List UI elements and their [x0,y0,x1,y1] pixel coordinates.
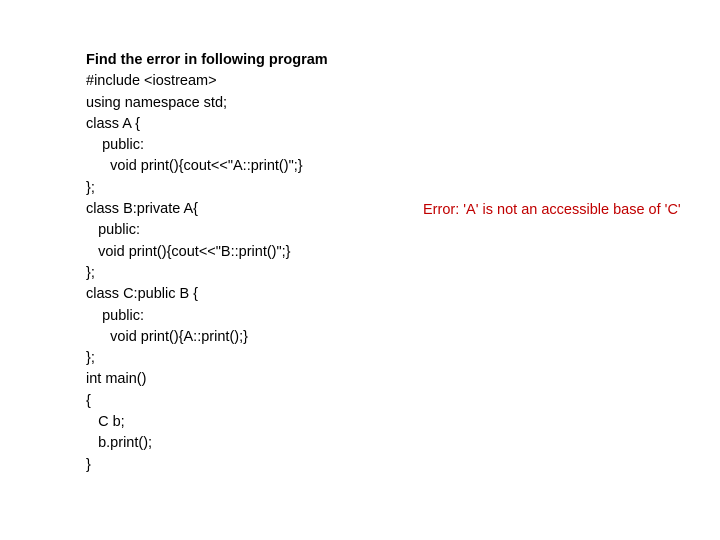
code-line: class A { [86,115,141,132]
code-line: class C:public B { [86,286,199,303]
code-line: void print(){A::print();} [86,328,248,345]
code-line: C b; [86,414,125,431]
code-line: void print(){cout<<"B::print()";} [86,243,291,260]
code-line: }; [86,350,95,367]
code-line: b.print(); [86,435,153,452]
code-line: }; [86,179,95,196]
code-line: #include <iostream> [86,73,217,90]
code-line: class B:private A{ [86,201,199,218]
code-line: using namespace std; [86,94,228,111]
slide-heading: Find the error in following program [86,52,328,68]
error-message: Error: 'A' is not an accessible base of 'C' [423,202,681,218]
code-line: int main() [86,371,147,388]
code-line: }; [86,264,95,281]
code-line: void print(){cout<<"A::print()";} [86,158,303,175]
code-block [86,50,386,476]
code-line: { [86,392,91,409]
code-line: } [86,456,91,473]
code-line: public: [86,222,140,239]
code-line: public: [86,137,145,154]
code-line: public: [86,307,145,324]
